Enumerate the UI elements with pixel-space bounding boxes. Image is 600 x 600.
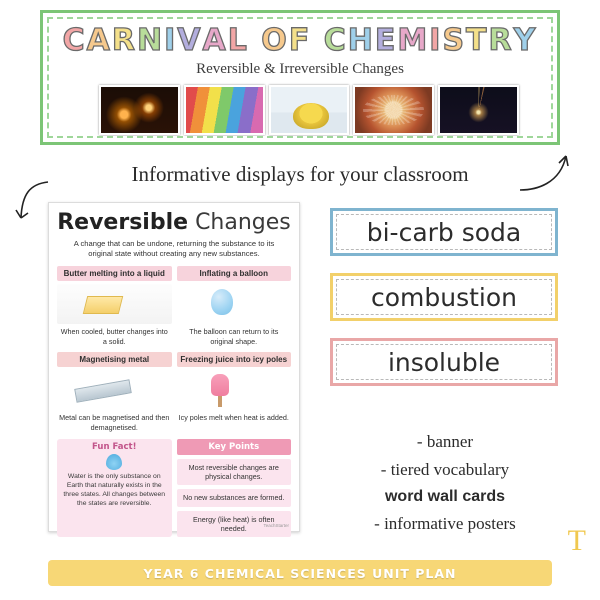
poster-examples-grid <box>57 266 291 433</box>
example-caption: Icy poles melt when heat is added. <box>178 413 289 423</box>
informative-poster <box>48 202 300 532</box>
word-card-text: bi-carb soda <box>366 217 522 247</box>
poster-bottom-row <box>57 439 291 538</box>
example-heading: Freezing juice into icy poles <box>177 352 292 368</box>
banner-title: CARNIVAL OF CHEMISTRY <box>62 23 538 58</box>
example-heading: Butter melting into a liquid <box>57 266 172 282</box>
example-caption: Metal can be magnetised and then demagnetised. <box>59 413 170 432</box>
feature-list-item: - banner <box>416 432 474 451</box>
poster-title-bold: Reversible <box>57 210 189 235</box>
word-card-combustion <box>330 273 558 321</box>
example-heading: Inflating a balloon <box>177 266 292 282</box>
photo-fireworks <box>438 85 519 135</box>
word-wall-cards <box>330 208 558 403</box>
word-card-text: insoluble <box>387 347 501 377</box>
page-headline: Informative displays for your classroom <box>131 162 469 186</box>
feature-list <box>330 432 560 542</box>
word-card-inner-border <box>336 279 552 315</box>
magnet-bar-icon <box>57 370 172 410</box>
word-card-insoluble <box>330 338 558 386</box>
feature-list-item: - informative posters <box>374 514 516 533</box>
footer-text: YEAR 6 CHEMICAL SCIENCES UNIT PLAN <box>143 565 457 581</box>
key-point-item: Energy (like heat) is often needed. <box>177 511 292 538</box>
example-heading: Magnetising metal <box>57 352 172 368</box>
footer-banner <box>48 560 552 586</box>
photo-pizza <box>353 85 434 135</box>
example-card <box>177 266 292 347</box>
balloon-icon <box>177 284 292 324</box>
butter-block-icon <box>57 284 172 324</box>
arrow-curved-up-right-icon <box>516 148 574 194</box>
feature-list-item: word wall cards <box>384 488 506 505</box>
poster-definition: A change that can be undone, returning the substance to its original state without creating any new substances. <box>73 239 275 259</box>
example-caption: The balloon can return to its original shape. <box>189 327 279 346</box>
example-card <box>57 352 172 433</box>
key-point-item: Most reversible changes are physical changes. <box>177 459 292 486</box>
example-card <box>177 352 292 433</box>
example-card <box>57 266 172 347</box>
banner-subtitle: Reversible & Irreversible Changes <box>196 61 404 77</box>
example-caption: When cooled, butter changes into a solid. <box>60 327 168 346</box>
water-droplet-icon <box>106 454 122 470</box>
word-card-text: combustion <box>370 282 518 312</box>
banner-card <box>40 10 560 145</box>
word-card-inner-border <box>336 344 552 380</box>
photo-colour-wheel <box>184 85 265 135</box>
poster-title-light: Changes <box>195 210 291 235</box>
key-point-item: No new substances are formed. <box>177 489 292 506</box>
word-card-inner-border <box>336 214 552 250</box>
feature-list-item: - tiered vocabulary <box>380 460 510 479</box>
photo-lemon-drink <box>269 85 350 135</box>
poster-credit: TeachStarter <box>263 523 289 528</box>
word-card-bi-carb-soda <box>330 208 558 256</box>
fun-fact-text: Water is the only substance on Earth that naturally exists in the three states. All changes between the states are reversible. <box>63 472 166 508</box>
fun-fact-title: Fun Fact! <box>92 441 137 452</box>
banner-inner-border <box>47 17 553 138</box>
banner-photo-row <box>99 85 519 135</box>
fun-fact-box <box>57 439 172 538</box>
key-points-heading: Key Points <box>177 439 292 455</box>
brand-logo: T <box>567 524 586 557</box>
poster-title <box>57 211 291 234</box>
icy-pole-icon <box>177 370 292 410</box>
photo-fire-sparks <box>99 85 180 135</box>
